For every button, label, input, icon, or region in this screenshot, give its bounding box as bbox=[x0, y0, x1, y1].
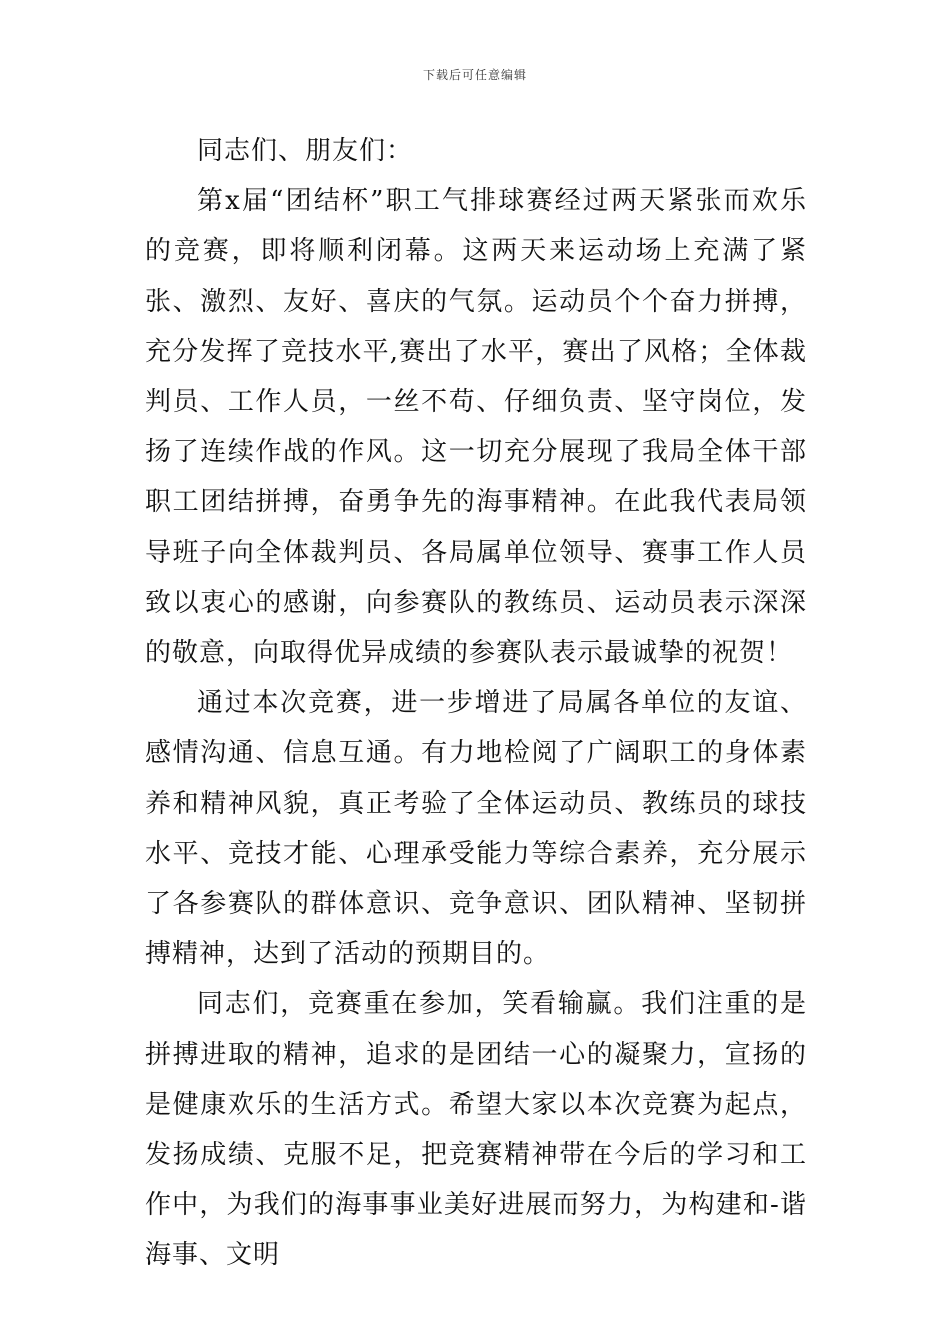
header-note: 下载后可任意编辑 bbox=[422, 68, 527, 82]
document-body bbox=[145, 126, 807, 1281]
salutation: 同志们、朋友们： bbox=[197, 136, 414, 166]
paragraph-2: 通过本次竞赛，进一步增进了局属各单位的友谊、感情沟通、信息互通。有力地检阅了广阔职工的身体素养和精神风貌，真正考验了全体运动员、教练员的球技水平、竞技才能、心理承受能力等综合素养，充分展示了各参赛队的群体意识、竞争意识、团队精神、坚韧拼搏精神，达到了活动的预期目的。 bbox=[145, 688, 807, 970]
paragraph-1: 第x届“团结杯”职工气排球赛经过两天紧张而欢乐的竞赛，即将顺利闭幕。这两天来运动场上充满了紧张、激烈、友好、喜庆的气氛。运动员个个奋力拼搏，充分发挥了竞技水平,赛出了水平，赛出了风格；全体裁判员、工作人员，一丝不苟、仔细负责、坚守岗位，发扬了连续作战的作风。这一切充分展现了我局全体干部职工团结拼搏，奋勇争先的海事精神。在此我代表局领导班子向全体裁判员、各局属单位领导、赛事工作人员致以衷心的感谢，向参赛队的教练员、运动员表示深深的敬意，向取得优异成绩的参赛队表示最诚挚的祝贺！ bbox=[145, 186, 807, 669]
paragraph-3: 同志们，竞赛重在参加，笑看输赢。我们注重的是拼搏进取的精神，追求的是团结一心的凝聚力，宣扬的是健康欢乐的生活方式。希望大家以本次竞赛为起点，发扬成绩、克服不足，把竞赛精神带在今后的学习和工作中，为我们的海事事业美好进展而努力，为构建和-谐海事、文明 bbox=[145, 989, 807, 1271]
